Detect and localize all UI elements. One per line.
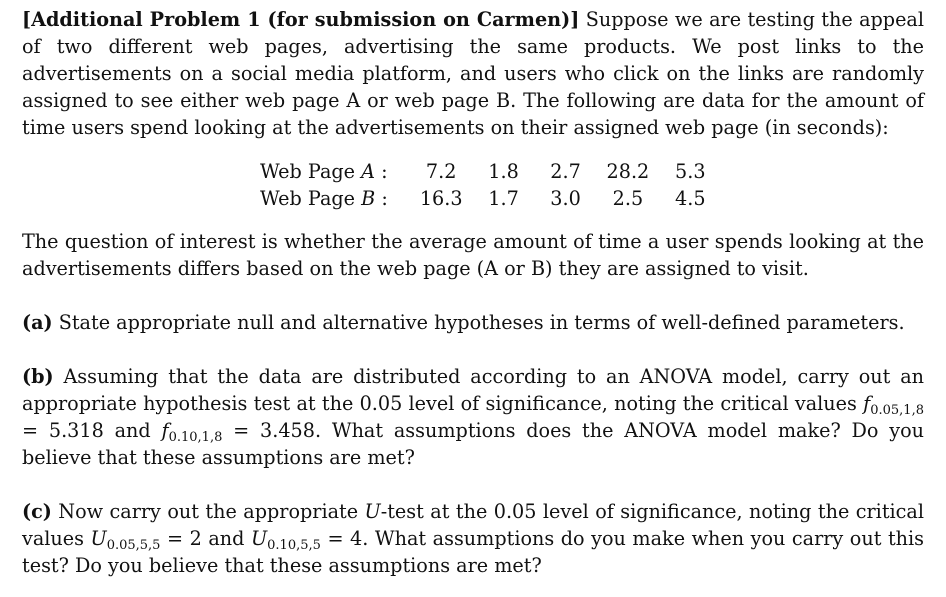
part-c-label: (c) (22, 500, 52, 523)
part-c: (c) Now carry out the appropriate U-test at the 0.05 level of significance, noting the critical values $U_{0.05,5,5} = 2$ and $U_{0.10,5,5} = 4$. What assumptions do you make when you carry out this test? Do you believe that these assumptions are met? (22, 500, 925, 577)
problem-page (22, 6, 924, 579)
data-cell: 1.7 (488, 187, 519, 210)
data-table (260, 158, 721, 212)
problem-label: [Additional Problem 1 (for submission on Carmen)] (22, 8, 580, 31)
part-b-label: (b) (22, 365, 54, 388)
data-cell: 16.3 (419, 187, 463, 210)
data-cell: 2.7 (550, 160, 581, 183)
u-critical-symbol: U (90, 527, 107, 550)
spacer (22, 471, 924, 498)
data-cell: 1.8 (488, 160, 519, 183)
data-cell: 7.2 (425, 160, 457, 183)
f-critical-symbol: f (863, 392, 871, 415)
u-critical-symbol: U (250, 527, 268, 550)
data-row-a (260, 158, 721, 185)
data-cell: 2.5 (612, 187, 644, 210)
spacer (22, 336, 924, 363)
data-cell: 3.0 (550, 187, 581, 210)
row-label-a: Web Page A : (260, 160, 388, 183)
part-b: (b) Assuming that the data are distributed according to an ANOVA model, carry out an appropriate hypothesis test at the 0.05 level of significance, noting the critical values $f_{0.05,1,8} = 5.318$ and $f_{0.10,1,8} = 3.458$. What assumptions does the ANOVA model make? Do you believe that these assumptions are met? (22, 365, 924, 469)
question-paragraph: The question of interest is whether the average amount of time a user spends looking at the advertisements differs based on the web page (A or B) they are assigned to visit. (22, 230, 924, 280)
data-cell: 5.3 (675, 160, 706, 183)
part-a-label: (a) (22, 311, 53, 334)
f-critical-symbol: f (161, 419, 169, 442)
part-a-text: State appropriate null and alternative hypotheses in terms of well-defined parameters. (58, 311, 905, 334)
data-row-b (260, 185, 721, 212)
part-a (22, 309, 924, 336)
data-cell: 28.2 (606, 160, 650, 183)
intro-text: Suppose we are testing the appeal of two different web pages, advertising the same products. We post links to the advertisements on a social media platform, and users who click on the links are randomly assigned to see either web page A or web page B. The following are data for the amount of time users spend looking at the advertisements on their assigned web page (in seconds): (22, 8, 925, 139)
data-cell: 4.5 (675, 187, 706, 210)
intro-paragraph (22, 6, 924, 141)
spacer (22, 282, 924, 309)
row-label-b: Web Page B : (260, 187, 388, 210)
